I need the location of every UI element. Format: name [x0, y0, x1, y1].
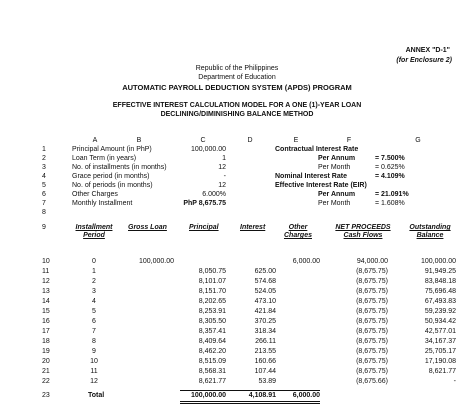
outstanding-balance: 75,696.48 — [424, 288, 456, 295]
param-label: Grace period (in months) — [72, 173, 150, 180]
row-number: 1 — [42, 146, 46, 153]
col-letter-e: E — [293, 137, 299, 144]
rate-label: Per Annum — [318, 191, 356, 198]
param-value: PhP 8,675.75 — [183, 200, 226, 207]
row-number: 9 — [42, 224, 46, 231]
outstanding-balance: 42,577.01 — [424, 328, 456, 335]
outstanding-balance: 67,493.83 — [424, 298, 456, 305]
row-number: 15 — [42, 308, 50, 315]
net-proceeds: 94,000.00 — [356, 258, 388, 265]
net-proceeds: (8,675.75) — [356, 318, 388, 325]
installment-period: 12 — [90, 378, 98, 385]
interest: 421.84 — [254, 308, 276, 315]
header-program: AUTOMATIC PAYROLL DEDUCTION SYSTEM (APDS) PROGRAM — [122, 83, 352, 92]
net-proceeds: (8,675.75) — [356, 298, 388, 305]
installment-period: 3 — [92, 288, 96, 295]
col-letter-d: D — [247, 137, 253, 144]
outstanding-balance: 59,239.92 — [424, 308, 456, 315]
net-proceeds: (8,675.75) — [356, 328, 388, 335]
principal: 8,101.07 — [198, 278, 226, 285]
installment-period: 6 — [92, 318, 96, 325]
col-letter-f: F — [346, 137, 352, 144]
total-interest: 4,108.91 — [248, 392, 276, 399]
param-value: 12 — [218, 164, 226, 171]
outstanding-balance: 91,949.25 — [424, 268, 456, 275]
outstanding-balance: - — [453, 378, 456, 385]
param-label: No. of installments (in months) — [72, 164, 167, 171]
row-number: 22 — [42, 378, 50, 385]
net-proceeds: (8,675.75) — [356, 368, 388, 375]
net-proceeds: (8,675.75) — [356, 308, 388, 315]
row-number: 23 — [42, 392, 50, 399]
col-letter-c: C — [200, 137, 206, 144]
interest: 107.44 — [254, 368, 276, 375]
param-label: Monthly Installment — [72, 200, 133, 207]
installment-period: 9 — [92, 348, 96, 355]
rate-label: Nominal Interest Rate — [275, 173, 347, 180]
interest: 318.34 — [254, 328, 276, 335]
installment-period: 7 — [92, 328, 96, 335]
row-number: 12 — [42, 278, 50, 285]
row-number: 16 — [42, 318, 50, 325]
header-outstanding-balance — [400, 224, 460, 240]
row-number: 5 — [42, 182, 46, 189]
outstanding-balance: 8,621.77 — [428, 368, 456, 375]
header-interest: Interest — [240, 224, 266, 231]
principal: 8,050.75 — [198, 268, 226, 275]
installment-period: 5 — [92, 308, 96, 315]
principal: 8,462.20 — [198, 348, 226, 355]
param-value: 12 — [218, 182, 226, 189]
header-net: NET PROCEEDS — [335, 224, 391, 231]
net-proceeds: (8,675.75) — [356, 278, 388, 285]
header-other: Other — [288, 224, 308, 231]
param-label: Other Charges — [72, 191, 118, 198]
installment-period: 0 — [92, 258, 96, 265]
header-net-proceeds — [327, 224, 399, 240]
row-number: 7 — [42, 200, 46, 207]
rate-value: = 4.109% — [375, 173, 405, 180]
net-proceeds: (8,675.75) — [356, 268, 388, 275]
interest: 266.11 — [255, 338, 276, 345]
net-proceeds: (8,675.75) — [356, 338, 388, 345]
principal: 8,568.31 — [198, 368, 226, 375]
principal: 8,202.65 — [198, 298, 226, 305]
interest: 625.00 — [254, 268, 276, 275]
outstanding-balance: 17,190.08 — [424, 358, 456, 365]
row-number: 8 — [42, 209, 46, 216]
param-value: - — [223, 173, 226, 180]
interest: 53.89 — [258, 378, 276, 385]
rate-label: Contractual Interest Rate — [275, 146, 359, 153]
rate-label: Per Annum — [318, 155, 356, 162]
param-label: No. of periods (in months) — [72, 182, 153, 189]
principal: 8,515.09 — [198, 358, 226, 365]
row-number: 21 — [42, 368, 50, 375]
outstanding-balance: 25,705.17 — [424, 348, 456, 355]
param-label: Principal Amount (in PhP) — [72, 146, 152, 153]
outstanding-balance: 100,000.00 — [420, 258, 456, 265]
gross-loan: 100,000.00 — [138, 258, 174, 265]
total-other-charges: 6,000.00 — [292, 392, 320, 399]
header-balance: Balance — [416, 232, 444, 239]
header-principal: Principal — [189, 224, 219, 231]
header-cash-flows: Cash Flows — [343, 232, 383, 239]
installment-period: 4 — [92, 298, 96, 305]
interest: 473.10 — [254, 298, 276, 305]
principal: 8,151.70 — [198, 288, 226, 295]
row-number: 20 — [42, 358, 50, 365]
rate-value: = 7.500% — [375, 155, 405, 162]
row-number: 11 — [42, 268, 50, 275]
principal: 8,621.77 — [198, 378, 226, 385]
header-installment: Installment — [75, 224, 113, 231]
param-value: 1 — [222, 155, 226, 162]
interest: 524.05 — [254, 288, 276, 295]
principal: 8,253.91 — [198, 308, 226, 315]
principal: 8,357.41 — [198, 328, 226, 335]
other-charges: 6,000.00 — [292, 258, 320, 265]
param-value: 100,000.00 — [190, 146, 226, 153]
header-period: Period — [83, 232, 105, 239]
col-letter-b: B — [136, 137, 142, 144]
rate-value: = 21.091% — [375, 191, 409, 198]
interest: 370.25 — [254, 318, 276, 325]
rate-label: Per Month — [318, 164, 351, 171]
installment-period: 11 — [90, 368, 98, 375]
row-number: 6 — [42, 191, 46, 198]
rate-label: Per Month — [318, 200, 351, 207]
rate-label: Effective Interest Rate (EIR) — [275, 182, 367, 189]
row-number: 17 — [42, 328, 50, 335]
total-top-rule — [180, 390, 320, 391]
rate-value: = 1.608% — [375, 200, 405, 207]
installment-period: 2 — [92, 278, 96, 285]
header-charges: Charges — [283, 232, 312, 239]
principal: 8,409.64 — [198, 338, 226, 345]
header-republic: Republic of the Philippines — [195, 65, 279, 72]
row-number: 10 — [42, 258, 50, 265]
installment-period: 10 — [90, 358, 98, 365]
param-value: 6.000% — [202, 191, 226, 198]
installment-period: 1 — [92, 268, 96, 275]
installment-period: 8 — [92, 338, 96, 345]
row-number: 2 — [42, 155, 46, 162]
row-number: 4 — [42, 173, 46, 180]
header-installment-period — [70, 224, 118, 240]
total-principal: 100,000.00 — [190, 392, 226, 399]
net-proceeds: (8,675.75) — [356, 288, 388, 295]
total-label: Total — [88, 392, 105, 399]
row-number: 13 — [42, 288, 50, 295]
interest: 213.55 — [254, 348, 276, 355]
header-model: EFFECTIVE INTEREST CALCULATION MODEL FOR A ONE (1)-YEAR LOAN — [112, 102, 362, 109]
row-number: 3 — [42, 164, 46, 171]
outstanding-balance: 50,934.42 — [424, 318, 456, 325]
total-double-rule — [180, 401, 320, 404]
net-proceeds: (8,675.66) — [356, 378, 388, 385]
net-proceeds: (8,675.75) — [356, 348, 388, 355]
net-proceeds: (8,675.75) — [356, 358, 388, 365]
annex-title: ANNEX "D-1" — [405, 47, 450, 54]
row-number: 18 — [42, 338, 50, 345]
outstanding-balance: 83,848.18 — [424, 278, 456, 285]
interest: 160.66 — [254, 358, 276, 365]
outstanding-balance: 34,167.37 — [424, 338, 456, 345]
rate-value: = 0.625% — [375, 164, 405, 171]
interest: 574.68 — [254, 278, 276, 285]
header-other-charges — [280, 224, 316, 240]
header-outstanding: Outstanding — [409, 224, 451, 231]
row-number: 14 — [42, 298, 50, 305]
param-label: Loan Term (in years) — [72, 155, 137, 162]
header-gross-loan: Gross Loan — [128, 224, 167, 231]
annex-subtitle: (for Enclosure 2) — [396, 57, 452, 64]
principal: 8,305.50 — [198, 318, 226, 325]
col-letter-a: A — [92, 137, 98, 144]
col-letter-g: G — [415, 137, 421, 144]
row-number: 19 — [42, 348, 50, 355]
header-department: Department of Education — [198, 74, 276, 81]
header-method: DECLINING/DIMINISHING BALANCE METHOD — [160, 111, 314, 118]
